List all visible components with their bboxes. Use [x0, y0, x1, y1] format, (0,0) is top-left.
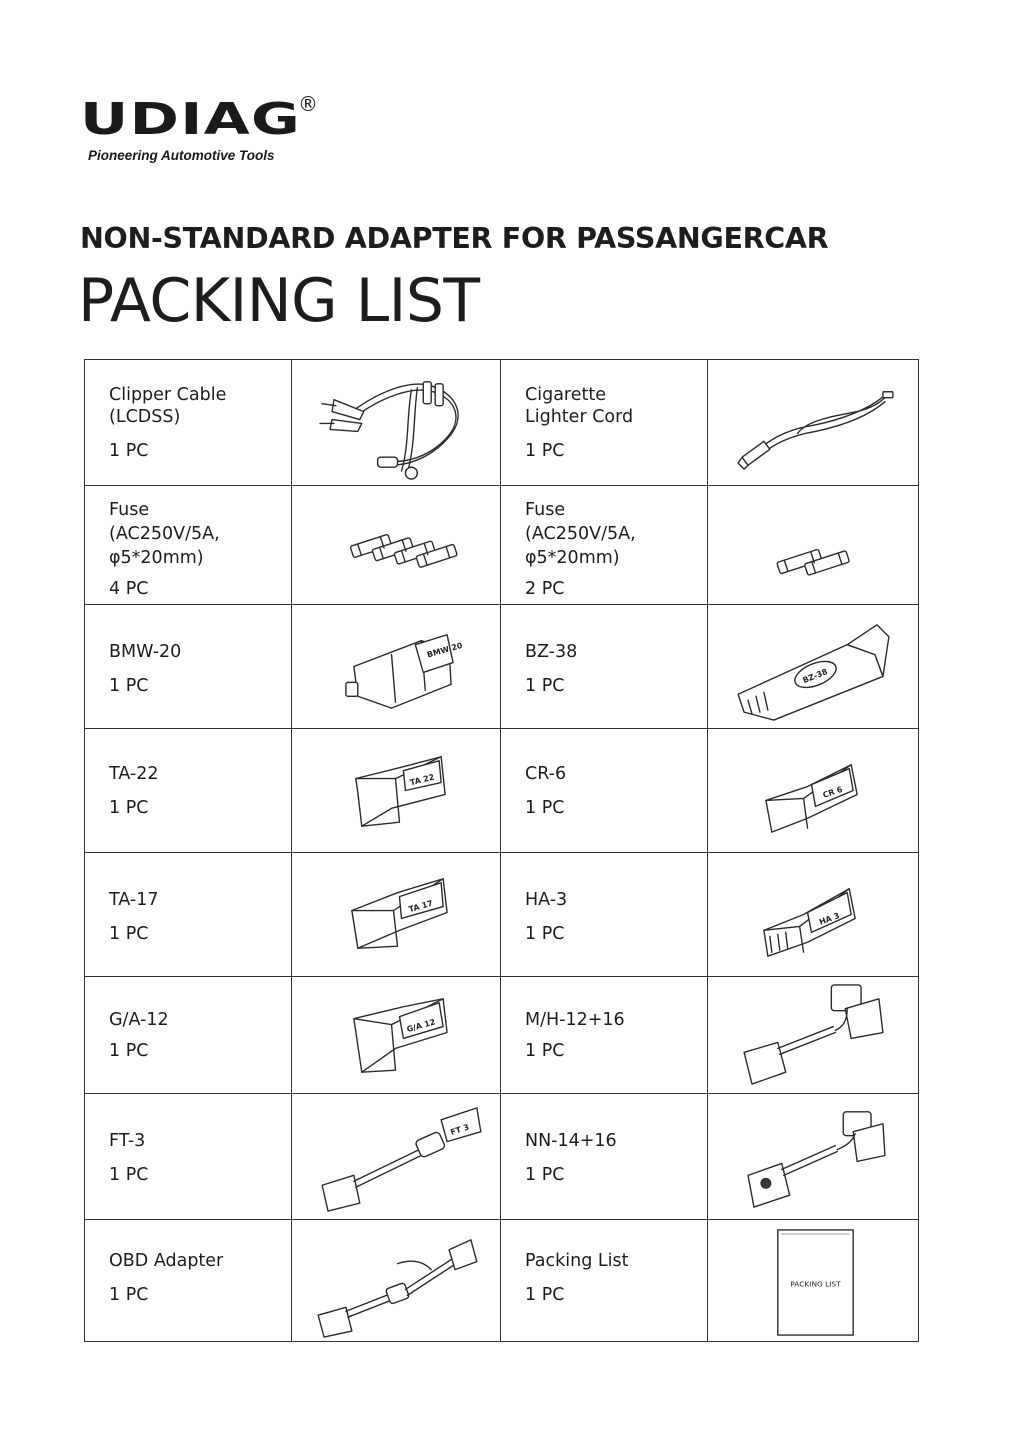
item-cell — [85, 977, 292, 1094]
cr-6-adapter-icon — [708, 729, 919, 853]
item-cell — [501, 729, 708, 853]
item-quantity: 1 PC — [109, 1285, 149, 1305]
brand-logo — [80, 92, 318, 163]
table-row — [85, 605, 919, 729]
item-cell — [85, 729, 292, 853]
item-quantity: 1 PC — [109, 676, 149, 696]
item-cell — [85, 486, 292, 605]
adapter-tag-text: BZ-38 — [801, 667, 829, 686]
table-row — [85, 1220, 919, 1342]
fuse-4pc-icon — [292, 486, 501, 605]
item-name: Fuse (AC250V/5A, φ5*20mm) — [525, 500, 636, 568]
item-quantity: 1 PC — [109, 1165, 149, 1185]
item-cell — [501, 605, 708, 729]
item-name: BMW-20 — [109, 642, 182, 662]
item-quantity: 1 PC — [525, 1165, 565, 1185]
page-subtitle: NON-STANDARD ADAPTER FOR PASSANGERCAR — [80, 222, 829, 255]
item-name: HA-3 — [525, 890, 568, 910]
adapter-tag-text: TA 17 — [407, 898, 434, 915]
item-name: TA-22 — [109, 764, 159, 784]
item-name: TA-17 — [109, 890, 159, 910]
item-name: OBD Adapter — [109, 1251, 224, 1271]
table-row — [85, 360, 919, 486]
ga-12-adapter-icon — [292, 977, 501, 1094]
item-name: G/A-12 — [109, 1010, 169, 1030]
table-row — [85, 853, 919, 977]
item-cell — [85, 360, 292, 486]
item-name: Packing List — [525, 1251, 629, 1271]
item-quantity: 2 PC — [525, 579, 565, 599]
item-quantity: 4 PC — [109, 579, 149, 599]
mh-12-16-cable-icon — [708, 977, 919, 1094]
cigarette-lighter-cord-icon — [708, 360, 919, 486]
item-cell — [501, 360, 708, 486]
item-cell — [501, 977, 708, 1094]
item-quantity: 1 PC — [525, 441, 565, 461]
item-quantity: 1 PC — [525, 1285, 565, 1305]
page-title: PACKING LIST — [78, 266, 480, 336]
item-quantity: 1 PC — [109, 1041, 149, 1061]
item-name: M/H-12+16 — [525, 1010, 625, 1030]
adapter-tag-text: CR 6 — [821, 784, 844, 800]
item-quantity: 1 PC — [109, 924, 149, 944]
item-cell — [501, 1220, 708, 1342]
item-quantity: 1 PC — [525, 924, 565, 944]
clipper-cable-icon — [292, 360, 501, 486]
table-row — [85, 977, 919, 1094]
logo-tagline: Pioneering Automotive Tools — [88, 148, 275, 163]
adapter-tag-text: TA 22 — [409, 772, 436, 788]
item-quantity: 1 PC — [525, 676, 565, 696]
adapter-tag-text: G/A 12 — [405, 1017, 437, 1035]
ta-17-adapter-icon — [292, 853, 501, 977]
item-cell — [85, 1220, 292, 1342]
item-name: Cigarette Lighter Cord — [525, 385, 634, 427]
adapter-tag-text: HA 3 — [817, 911, 841, 927]
adapter-tag-text: BMW 20 — [426, 640, 464, 660]
logo-wordmark: UDIAG — [80, 94, 302, 145]
table-row — [85, 486, 919, 605]
document-label: PACKING LIST — [790, 1279, 841, 1289]
item-cell — [501, 853, 708, 977]
table-row — [85, 1094, 919, 1220]
bz-38-adapter-icon — [708, 605, 919, 729]
item-name: Fuse (AC250V/5A, φ5*20mm) — [109, 500, 220, 568]
packing-list-table — [84, 359, 919, 1342]
item-name: NN-14+16 — [525, 1131, 617, 1151]
item-cell — [85, 853, 292, 977]
nn-14-16-cable-icon — [708, 1094, 919, 1220]
item-quantity: 1 PC — [525, 1041, 565, 1061]
item-cell — [501, 1094, 708, 1220]
item-quantity: 1 PC — [525, 798, 565, 818]
registered-mark: ® — [298, 92, 318, 116]
item-name: BZ-38 — [525, 642, 578, 662]
item-name: Clipper Cable (LCDSS) — [109, 385, 227, 427]
fuse-2pc-icon — [708, 486, 919, 605]
packing-list-document-icon — [708, 1220, 919, 1342]
ft-3-cable-icon — [292, 1094, 501, 1220]
item-quantity: 1 PC — [109, 798, 149, 818]
bmw-20-adapter-icon — [292, 605, 501, 729]
item-quantity: 1 PC — [109, 441, 149, 461]
ha-3-adapter-icon — [708, 853, 919, 977]
item-cell — [85, 1094, 292, 1220]
obd-adapter-cable-icon — [292, 1220, 501, 1342]
adapter-tag-text: FT 3 — [449, 1122, 471, 1137]
item-cell — [501, 486, 708, 605]
item-name: FT-3 — [109, 1131, 146, 1151]
item-name: CR-6 — [525, 764, 567, 784]
ta-22-adapter-icon — [292, 729, 501, 853]
item-cell — [85, 605, 292, 729]
table-row — [85, 729, 919, 853]
